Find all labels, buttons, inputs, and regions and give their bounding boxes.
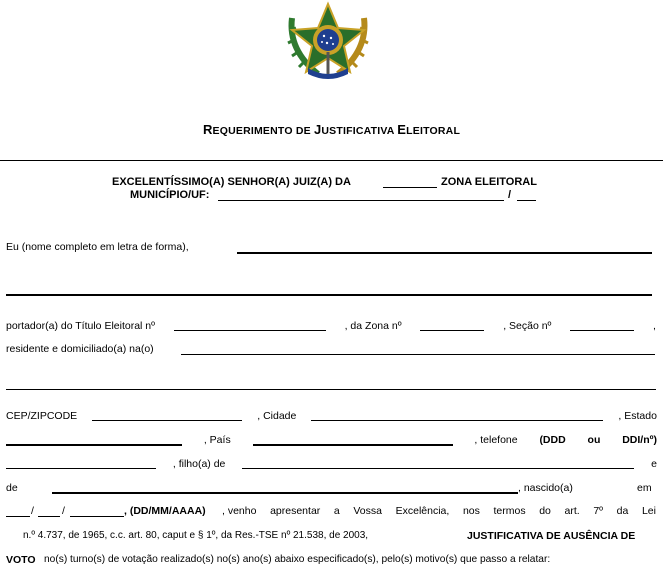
brazil-coat-of-arms-icon [278,0,378,80]
zona-number-field[interactable] [383,187,437,188]
name-field[interactable] [237,252,652,254]
uf-separator: / [508,189,512,201]
titulo-row: portador(a) do Título Eleitoral nº , da Zona nº , Seção nº , [6,320,656,332]
birth-year-field[interactable] [70,516,124,517]
cep-row: CEP/ZIPCODE , Cidade , Estado [6,410,657,422]
pais-field[interactable] [253,434,453,446]
zona-field[interactable] [420,320,484,331]
venho-text: , venho apresentar a Vossa Excelência, nos termos do art. 7º da Lei [222,505,656,517]
filiacao-field-2[interactable] [52,492,518,494]
uf-field[interactable] [517,200,536,201]
birth-day-field[interactable] [6,516,30,517]
addressee-line1: EXCELENTÍSSIMO(A) SENHOR(A) JUIZ(A) DA [112,176,351,188]
birth-month-field[interactable] [38,516,60,517]
page-title: REQUERIMENTO DE JUSTIFICATIVA ELEITORAL [202,122,461,137]
name-field-continuation[interactable] [6,294,652,296]
name-label: Eu (nome completo em letra de forma), [6,241,189,253]
justificativa-heading: JUSTIFICATIVA DE AUSÊNCIA DE [467,530,636,542]
pais-row: , País , telefone (DDD ou DDI/nº) [6,434,657,446]
addressee-zona-label: ZONA ELEITORAL [441,176,537,188]
telefone-field[interactable] [6,458,156,469]
motivo-text: no(s) turno(s) de votação realizado(s) no(s) ano(s) abaixo especificado(s), pelo(s) motivo(s) que passo a relatar: [44,554,551,565]
secao-field[interactable] [570,320,634,331]
em-label: em [637,482,652,494]
de-label: de [6,482,18,494]
residente-label: residente e domiciliado(a) na(o) [6,343,154,355]
filiacao-row: , filho(a) de e [6,458,657,470]
address-field[interactable] [181,354,655,355]
date-format: , (DD/MM/AAAA) [124,505,206,517]
filiacao-field[interactable] [242,458,634,469]
address-field-continuation[interactable] [6,389,656,390]
nascido-label: , nascido(a) [518,482,573,494]
lei-text: n.º 4.737, de 1965, c.c. art. 80, caput e § 1º, da Res.-TSE nº 21.538, de 2003, [23,530,369,541]
date-separator-2: / [62,505,65,517]
municipio-label: MUNICÍPIO/UF: [130,189,210,201]
cidade-field[interactable] [311,410,603,421]
voto-label: VOTO [6,554,36,566]
cep-field[interactable] [92,410,242,421]
date-separator-1: / [31,505,34,517]
municipio-field[interactable] [218,200,504,201]
title-divider [0,160,663,161]
titulo-field[interactable] [174,320,326,331]
estado-field[interactable] [6,434,182,446]
